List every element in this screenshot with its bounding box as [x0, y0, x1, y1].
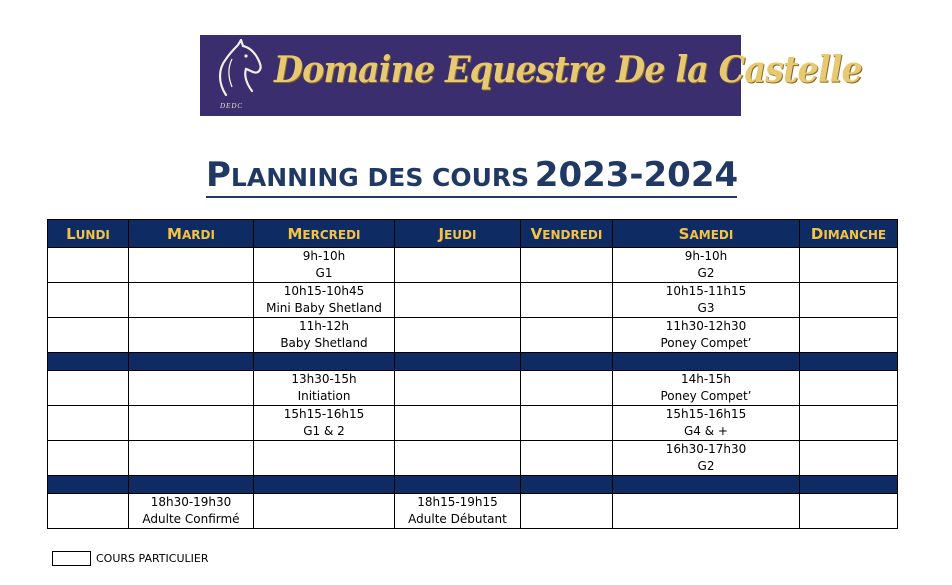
empty-cell — [48, 441, 129, 476]
lesson-cell — [613, 406, 800, 441]
separator-row — [48, 476, 898, 494]
schedule-row — [48, 406, 898, 441]
horse-head-icon — [208, 39, 264, 99]
lesson-group: Initiation — [297, 389, 351, 403]
empty-cell — [521, 248, 613, 283]
lesson-time: 16h30-17h30 — [665, 442, 747, 456]
empty-cell — [395, 248, 521, 283]
day-header-vendredi: VENDREDI — [521, 220, 613, 248]
lesson-cell — [254, 318, 395, 353]
lesson-cell — [254, 406, 395, 441]
title-text: LANNING DES COURS — [230, 163, 530, 192]
lesson-cell — [613, 318, 800, 353]
logo-banner — [200, 35, 862, 116]
legend-label: COURS PARTICULIER — [96, 552, 209, 565]
legend-swatch — [52, 551, 91, 566]
lesson-group: G4 & + — [684, 424, 728, 438]
lesson-time: 18h30-19h30 — [150, 495, 232, 509]
empty-cell — [521, 441, 613, 476]
schedule-row — [48, 441, 898, 476]
lesson-cell — [254, 283, 395, 318]
empty-cell — [800, 441, 898, 476]
empty-cell — [800, 248, 898, 283]
schedule-row — [48, 248, 898, 283]
lesson-cell — [613, 371, 800, 406]
empty-cell — [48, 494, 129, 529]
lesson-time: 9h-10h — [684, 249, 728, 263]
empty-cell — [48, 283, 129, 318]
empty-cell — [129, 248, 254, 283]
lesson-time: 10h15-11h15 — [665, 284, 747, 298]
lesson-group: G2 — [697, 459, 715, 473]
lesson-time: 11h30-12h30 — [665, 319, 747, 333]
day-header-lundi: LUNDI — [48, 220, 129, 248]
lesson-group: G3 — [697, 301, 715, 315]
lesson-cell — [613, 441, 800, 476]
empty-cell — [129, 441, 254, 476]
lesson-group: G1 & 2 — [303, 424, 345, 438]
schedule-row — [48, 318, 898, 353]
lesson-group: Poney Compet’ — [660, 389, 752, 403]
day-header-mardi: MARDI — [129, 220, 254, 248]
day-header-samedi: SAMEDI — [613, 220, 800, 248]
empty-cell — [521, 318, 613, 353]
lesson-time: 10h15-10h45 — [283, 284, 365, 298]
lesson-cell — [395, 494, 521, 529]
day-header-mercredi: MERCREDI — [254, 220, 395, 248]
page-title — [206, 155, 737, 198]
day-header-jeudi: JEUDI — [395, 220, 521, 248]
empty-cell — [800, 494, 898, 529]
schedule-row — [48, 494, 898, 529]
lesson-time: 14h-15h — [680, 372, 732, 386]
empty-cell — [395, 406, 521, 441]
empty-cell — [395, 283, 521, 318]
lesson-time: 11h-12h — [298, 319, 350, 333]
empty-cell — [800, 283, 898, 318]
empty-cell — [521, 406, 613, 441]
empty-cell — [129, 283, 254, 318]
lesson-cell — [254, 248, 395, 283]
separator-row — [48, 353, 898, 371]
title-year: 2023-2024 — [534, 155, 739, 195]
empty-cell — [395, 441, 521, 476]
lesson-time: 15h15-16h15 — [665, 407, 747, 421]
day-header-dimanche: DIMANCHE — [800, 220, 898, 248]
lesson-group: Adulte Confirmé — [142, 512, 240, 526]
empty-cell — [521, 283, 613, 318]
empty-cell — [521, 371, 613, 406]
empty-cell — [800, 318, 898, 353]
schedule-row — [48, 371, 898, 406]
header-row — [48, 220, 898, 248]
empty-cell — [48, 248, 129, 283]
schedule-table — [47, 219, 898, 529]
lesson-time: 9h-10h — [302, 249, 346, 263]
lesson-group: G1 — [315, 266, 333, 280]
empty-cell — [129, 318, 254, 353]
lesson-time: 15h15-16h15 — [283, 407, 365, 421]
logo-initials: DEDC — [220, 102, 244, 110]
empty-cell — [800, 371, 898, 406]
lesson-group: Poney Compet’ — [660, 336, 752, 350]
schedule-row — [48, 283, 898, 318]
empty-cell — [395, 371, 521, 406]
lesson-time: 13h30-15h — [291, 372, 357, 386]
lesson-group: Adulte Débutant — [408, 512, 507, 526]
lesson-group: Mini Baby Shetland — [266, 301, 382, 315]
lesson-group: G2 — [697, 266, 715, 280]
empty-cell — [521, 494, 613, 529]
title-initial: P — [206, 155, 231, 195]
empty-cell — [48, 406, 129, 441]
club-name: Domaine Equestre De la Castelle — [274, 49, 862, 91]
empty-cell — [254, 494, 395, 529]
empty-cell — [254, 441, 395, 476]
empty-cell — [800, 406, 898, 441]
lesson-cell — [254, 371, 395, 406]
lesson-cell — [613, 248, 800, 283]
lesson-group: Baby Shetland — [280, 336, 368, 350]
lesson-cell — [129, 494, 254, 529]
lesson-cell — [613, 283, 800, 318]
empty-cell — [48, 371, 129, 406]
empty-cell — [613, 494, 800, 529]
empty-cell — [48, 318, 129, 353]
empty-cell — [395, 318, 521, 353]
lesson-time: 18h15-19h15 — [417, 495, 498, 509]
empty-cell — [129, 371, 254, 406]
empty-cell — [129, 406, 254, 441]
